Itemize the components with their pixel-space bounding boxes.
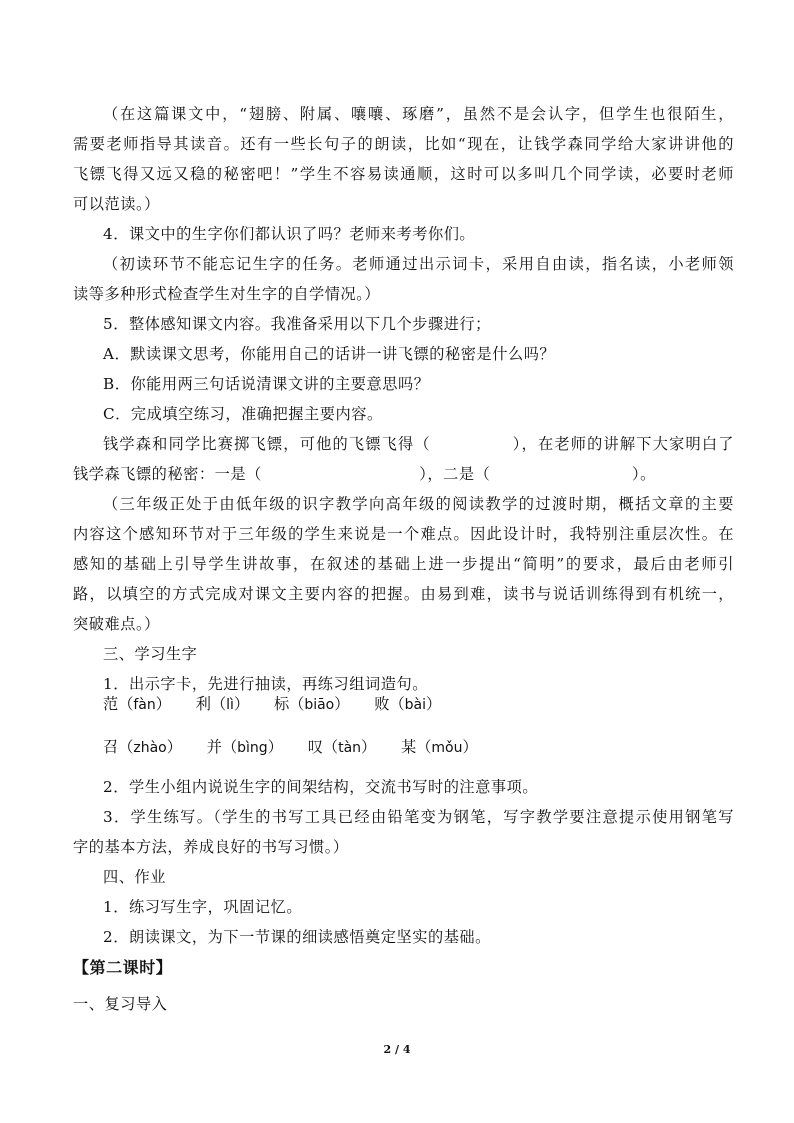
paragraph-line: 2．朗读课文，为下一节课的细读感悟奠定坚实的基础。 bbox=[103, 928, 491, 946]
pinyin-item: 范（fàn） bbox=[103, 695, 171, 713]
paragraph-line: 飞镖飞得又远又稳的秘密吧！”学生不容易读通顺，这时可以多叫几个同学读，必要时老师 bbox=[73, 165, 734, 183]
paragraph-line: 2．学生小组内说说生字的间架结构，交流书写时的注意事项。 bbox=[103, 778, 539, 796]
paragraph-line: （三年级正处于由低年级的识字教学向高年级的阅读教学的过渡时期，概括文章的主要 bbox=[103, 495, 734, 513]
fill-blank-line: 钱学森飞镖的秘密：一是（ ），二是（ ）。 bbox=[73, 465, 656, 483]
paragraph-line: 路，以填空的方式完成对课文主要内容的把握。由易到难，读书与说话训练得到有机统一， bbox=[73, 585, 734, 603]
paragraph-line: 5．整体感知课文内容。我准备采用以下几个步骤进行； bbox=[103, 315, 491, 333]
paragraph-line: 可以范读。） bbox=[73, 195, 160, 213]
paragraph-line: 字的基本方法，养成良好的书写习惯。） bbox=[73, 838, 349, 856]
paragraph-line: （初读环节不能忘记生字的任务。老师通过出示词卡，采用自由读，指名读，小老师领 bbox=[103, 255, 734, 273]
pinyin-item: 败（bài） bbox=[374, 695, 442, 713]
paragraph-line: A．默读课文思考，你能用自己的话讲一讲飞镖的秘密是什么吗？ bbox=[103, 345, 556, 363]
section-heading: 一、复习导入 bbox=[73, 995, 168, 1013]
paragraph-line: B．你能用两三句话说清课文讲的主要意思吗？ bbox=[103, 375, 430, 393]
paragraph-line: 1．出示字卡，先进行抽读，再练习组词造句。 bbox=[103, 675, 428, 693]
pinyin-item: 某（mǒu） bbox=[401, 738, 478, 756]
fill-blank-line: 钱学森和同学比赛掷飞镖，可他的飞镖飞得（ ），在老师的讲解下大家明白了 bbox=[103, 435, 734, 453]
paragraph-line: 1．练习写生字，巩固记忆。 bbox=[103, 898, 303, 916]
paragraph-line: 突破难点。） bbox=[73, 615, 160, 633]
pinyin-row-2 bbox=[103, 737, 498, 758]
pinyin-item: 利（lì） bbox=[195, 695, 250, 713]
pinyin-item: 召（zhào） bbox=[103, 738, 182, 756]
section-heading: 三、学习生字 bbox=[103, 645, 198, 663]
section-heading: 四、作业 bbox=[103, 868, 166, 886]
paragraph-line: （在这篇课文中，“翅膀、附属、嚷嚷、琢磨”，虽然不是会认字，但学生也很陌生， bbox=[103, 105, 734, 123]
page-number: 2 / 4 bbox=[383, 1043, 411, 1056]
paragraph-line: C．完成填空练习，准确把握主要内容。 bbox=[103, 405, 383, 423]
pinyin-item: 叹（tàn） bbox=[307, 738, 377, 756]
paragraph-line: 感知的基础上引导学生讲故事，在叙述的基础上进一步提出“简明”的要求，最后由老师引 bbox=[73, 555, 734, 573]
pinyin-item: 标（biāo） bbox=[273, 695, 350, 713]
paragraph-line: 需要老师指导其读音。还有一些长句子的朗读，比如“现在，让钱学森同学给大家讲讲他的 bbox=[73, 135, 734, 153]
paragraph-line: 4．课文中的生字你们都认识了吗？老师来考考你们。 bbox=[103, 225, 476, 243]
paragraph-line: 内容这个感知环节对于三年级的学生来说是一个难点。因此设计时，我特别注重层次性。在 bbox=[73, 525, 734, 543]
paragraph-line: 3．学生练写。（学生的书写工具已经由铅笔变为钢笔，写字教学要注意提示使用钢笔写 bbox=[103, 808, 734, 826]
pinyin-row-1 bbox=[103, 694, 461, 715]
lesson-heading: 【第二课时】 bbox=[73, 958, 173, 977]
pinyin-item: 并（bìng） bbox=[206, 738, 283, 756]
paragraph-line: 读等多种形式检查学生对生字的自学情况。） bbox=[73, 285, 381, 303]
